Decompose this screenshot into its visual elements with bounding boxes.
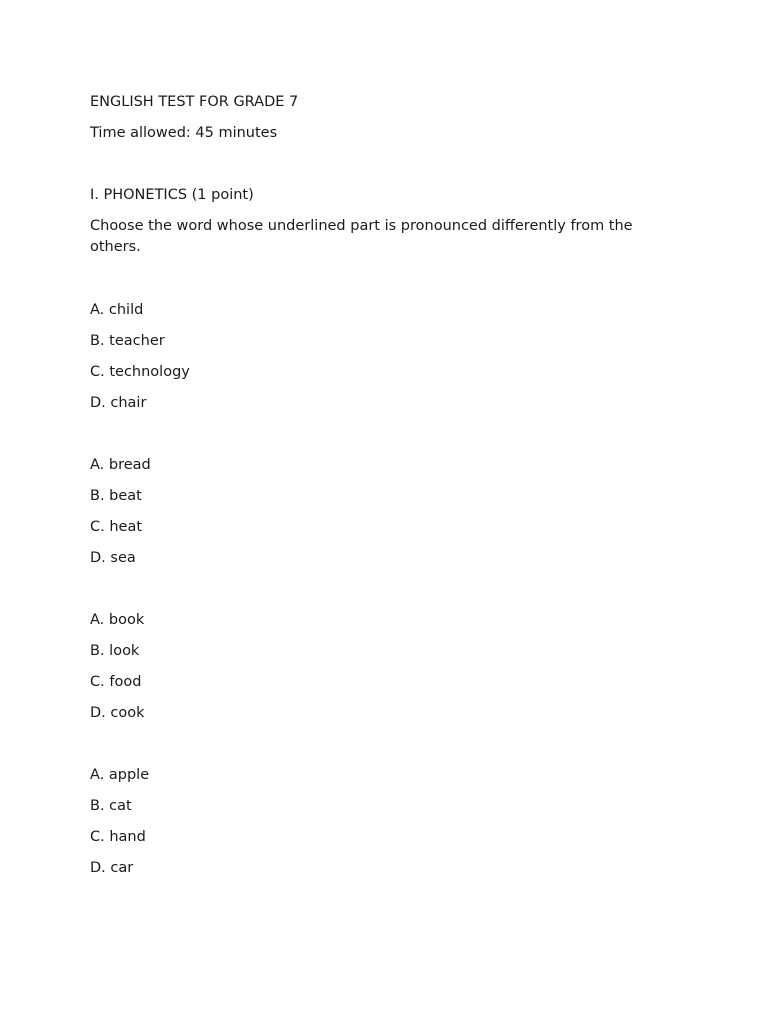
section-instruction: Choose the word whose underlined part is pronounced differently from the others. [90,218,633,255]
question-3 [90,610,680,723]
option-b: B. teacher [90,333,165,349]
question-2 [90,455,680,568]
option-d: D. car [90,860,134,876]
question-1 [90,300,680,413]
option-b: B. look [90,643,140,659]
option-c: C. heat [90,519,143,535]
question-list [90,300,680,878]
question-4 [90,765,680,878]
option-a: A. apple [90,767,150,783]
time-allowed: Time allowed: 45 minutes [90,125,278,141]
option-a: A. book [90,612,145,628]
option-d: D. cook [90,705,145,721]
option-c: C. hand [90,829,146,845]
section-heading: I. PHONETICS (1 point) [90,187,254,203]
option-d: D. chair [90,395,147,411]
option-c: C. technology [90,364,190,380]
option-b: B. beat [90,488,142,504]
document-body [90,92,680,878]
option-c: C. food [90,674,142,690]
option-a: A. child [90,302,144,318]
option-b: B. cat [90,798,132,814]
option-d: D. sea [90,550,136,566]
test-title: ENGLISH TEST FOR GRADE 7 [90,94,299,110]
option-a: A. bread [90,457,151,473]
